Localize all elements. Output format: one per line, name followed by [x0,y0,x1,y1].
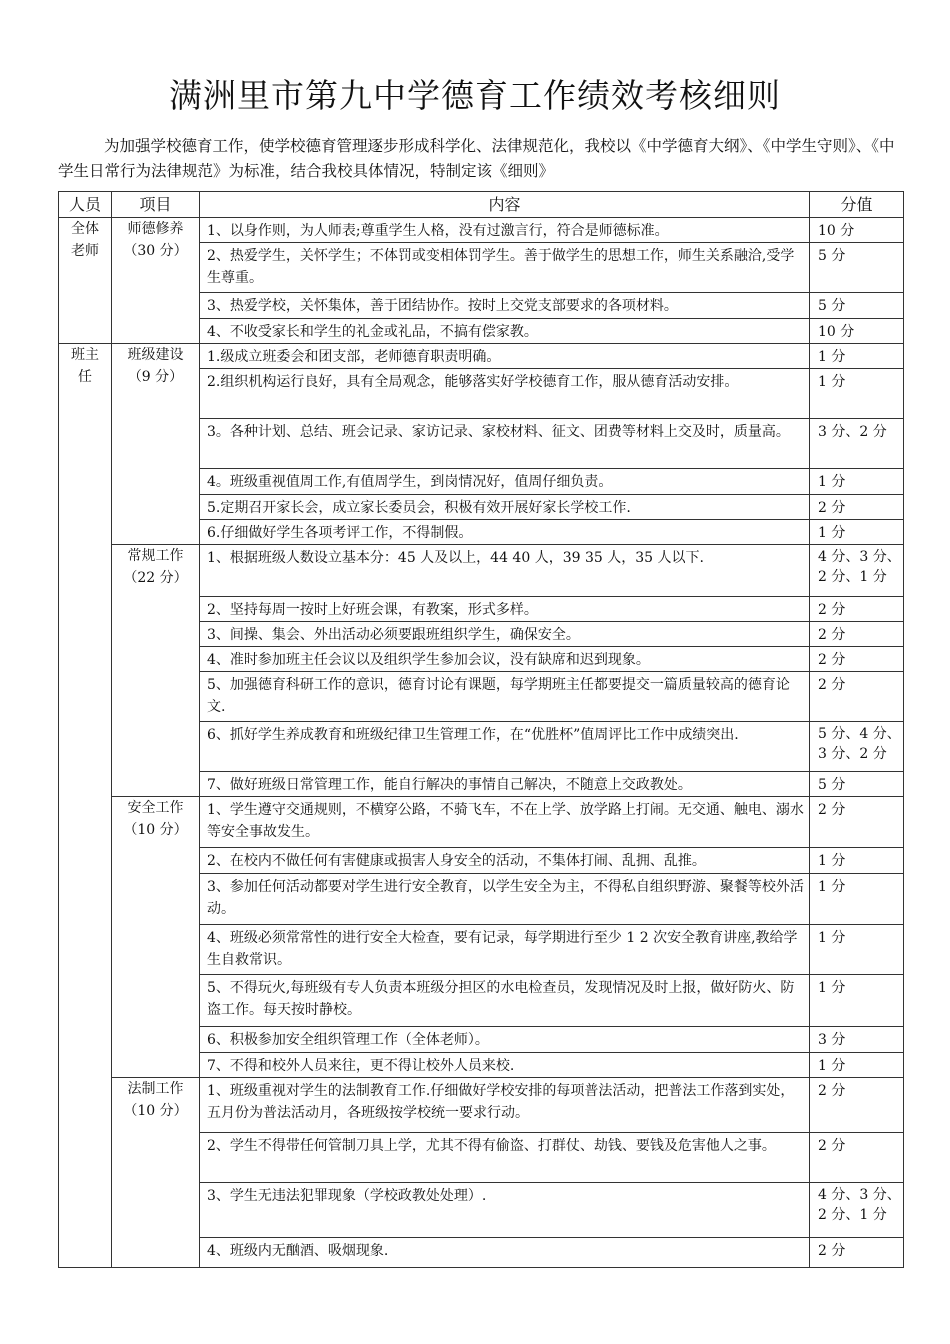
assessment-table [58,191,904,1268]
score-cell: 1 分 [810,344,904,369]
content-cell: 3、参加任何活动都要对学生进行安全教育，以学生安全为主，不得私自组织野游、聚餐等校外活动。 [200,874,810,925]
person-cell: 全体老师 [59,218,112,344]
content-cell: 2、坚持每周一按时上好班会课，有教案，形式多样。 [200,597,810,622]
score-cell: 2 分 [810,495,904,520]
score-cell: 5 分 [810,772,904,797]
table-row [59,545,904,597]
score-cell: 1 分 [810,1053,904,1078]
score-cell: 2 分 [810,1133,904,1183]
header-item: 项目 [112,192,200,218]
score-cell: 3 分 [810,1027,904,1053]
content-cell: 4、班级必须常常性的进行安全大检查，要有记录，每学期进行至少 1 2 次安全教育讲座,教给学生自救常识。 [200,925,810,975]
score-cell: 2 分 [810,672,904,722]
content-cell: 5、加强德育科研工作的意识，德育讨论有课题，每学期班主任都要提交一篇质量较高的德育论文. [200,672,810,722]
table-row [59,1078,904,1133]
score-value: 5 分、4 分、3 分、2 分 [818,726,901,762]
content-cell: 1、以身作则，为人师表;尊重学生人格，没有过激言行，符合是师德标准。 [200,218,810,243]
header-content: 内容 [200,192,810,218]
content-cell: 3。各种计划、总结、班会记录、家访记录、家校材料、征文、团费等材料上交及时，质量高。 [200,419,810,469]
table-body [59,218,904,1268]
content-cell: 3、热爱学校，关怀集体，善于团结协作。按时上交党支部要求的各项材料。 [200,293,810,319]
score-cell: 2 分 [810,797,904,848]
table-row [59,797,904,848]
item-cell: 安全工作（10 分） [112,797,200,1078]
score-cell: 1 分 [810,469,904,495]
header-person: 人员 [59,192,112,218]
score-cell: 2 分 [810,597,904,622]
content-cell: 6、抓好学生养成教育和班级纪律卫生管理工作，在“优胜杯”值周评比工作中成绩突出. [200,722,810,772]
score-cell [810,545,904,597]
content-cell: 6、积极参加安全组织管理工作（全体老师）。 [200,1027,810,1053]
content-cell: 6.仔细做好学生各项考评工作，不得制假。 [200,520,810,545]
content-cell: 5、不得玩火,每班级有专人负责本班级分担区的水电检查员，发现情况及时上报，做好防火、防盗工作。每天按时静校。 [200,975,810,1027]
content-cell: 2、热爱学生，关怀学生；不体罚或变相体罚学生。善于做学生的思想工作，师生关系融洽,受学生尊重。 [200,243,810,293]
item-cell: 师德修养（30 分） [112,218,200,344]
content-cell: 7、做好班级日常管理工作，能自行解决的事情自己解决，不随意上交政教处。 [200,772,810,797]
content-cell: 1.级成立班委会和团支部，老师德育职责明确。 [200,344,810,369]
score-cell: 2 分 [810,647,904,672]
score-cell [810,722,904,772]
score-cell: 10 分 [810,319,904,344]
score-cell: 2 分 [810,1078,904,1133]
score-cell [810,1183,904,1238]
content-cell: 2、学生不得带任何管制刀具上学，尤其不得有偷盗、打群仗、劫钱、要钱及危害他人之事。 [200,1133,810,1183]
item-cell: 常规工作（22 分） [112,545,200,797]
table-row [59,218,904,243]
content-cell: 3、间操、集会、外出活动必须要跟班组织学生，确保安全。 [200,622,810,647]
score-cell: 1 分 [810,520,904,545]
person-cell: 班主任 [59,344,112,1268]
header-score: 分值 [810,192,904,218]
score-cell: 1 分 [810,369,904,419]
score-cell: 2 分 [810,1238,904,1268]
content-cell: 3、学生无违法犯罪现象（学校政教处处理）. [200,1183,810,1238]
score-cell: 1 分 [810,975,904,1027]
content-cell: 5.定期召开家长会，成立家长委员会，积极有效开展好家长学校工作. [200,495,810,520]
document-title: 满洲里市第九中学德育工作绩效考核细则 [169,76,781,115]
content-cell: 4、不收受家长和学生的礼金或礼品，不搞有偿家教。 [200,319,810,344]
content-cell: 2、在校内不做任何有害健康或损害人身安全的活动，不集体打闹、乱拥、乱推。 [200,848,810,874]
score-value: 4 分、3 分、2 分、1 分 [818,1187,901,1223]
content-cell: 2.组织机构运行良好，具有全局观念，能够落实好学校德育工作，服从德育活动安排。 [200,369,810,419]
item-cell: 班级建设（9 分） [112,344,200,545]
content-cell: 1、根据班级人数设立基本分：45 人及以上，44 40 人，39 35 人，35 人以下. [200,545,810,597]
score-cell: 2 分 [810,622,904,647]
table-row [59,344,904,369]
intro-paragraph: 为加强学校德育工作，使学校德育管理逐步形成科学化、法律规范化，我校以《中学德育大纲》、《中学生守则》、《中学生日常行为法律规范》为标准，结合我校具体情况，特制定该《细则》 [58,137,895,180]
score-cell: 10 分 [810,218,904,243]
table-header-row [59,192,904,218]
score-cell: 5 分 [810,243,904,293]
content-cell: 7、不得和校外人员来往，更不得让校外人员来校. [200,1053,810,1078]
score-cell: 1 分 [810,874,904,925]
score-cell: 1 分 [810,848,904,874]
content-cell: 4、班级内无酗酒、吸烟现象. [200,1238,810,1268]
content-cell: 4。班级重视值周工作,有值周学生，到岗情况好，值周仔细负责。 [200,469,810,495]
score-value: 4 分、3 分、2 分、1 分 [818,549,901,585]
content-cell: 1、学生遵守交通规则，不横穿公路，不骑飞车，不在上学、放学路上打闹。无交通、触电、溺水等安全事故发生。 [200,797,810,848]
item-cell: 法制工作（10 分） [112,1078,200,1268]
content-cell: 1、班级重视对学生的法制教育工作.仔细做好学校安排的每项普法活动，把普法工作落到实处，五月份为普法活动月，各班级按学校统一要求行动。 [200,1078,810,1133]
content-cell: 4、准时参加班主任会议以及组织学生参加会议，没有缺席和迟到现象。 [200,647,810,672]
score-cell: 3 分、2 分 [810,419,904,469]
score-cell: 5 分 [810,293,904,319]
score-cell: 1 分 [810,925,904,975]
